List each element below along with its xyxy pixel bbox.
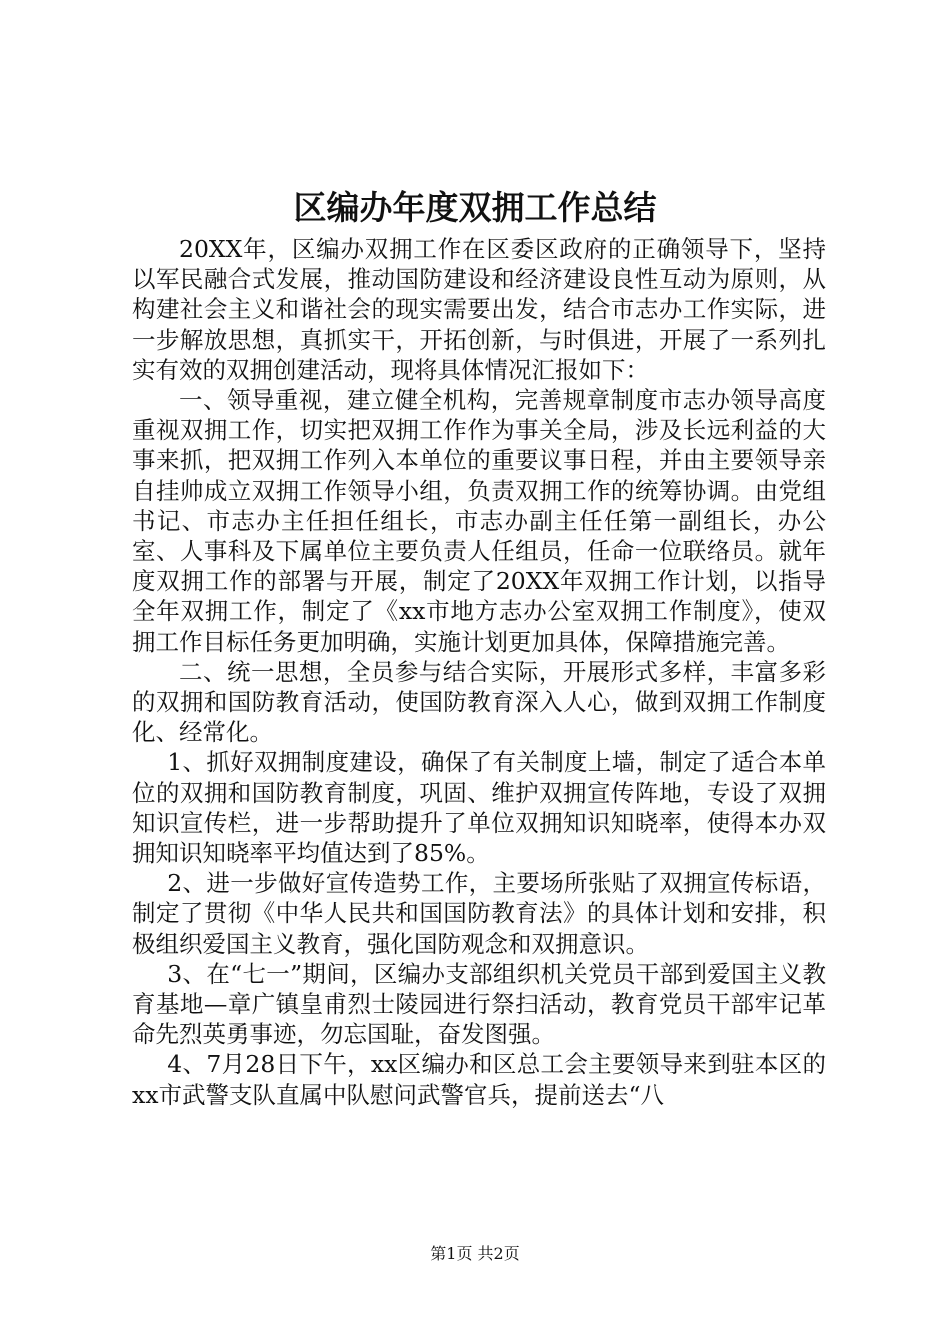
document-body [132, 234, 826, 1110]
item-four-paragraph: 4、7月28日下午，xx区编办和区总工会主要领导来到驻本区的xx市武警支队直属中队慰问武警官兵，提前送去“八 [132, 1050, 826, 1109]
item-two-paragraph: 2、进一步做好宣传造势工作，主要场所张贴了双拥宣传标语，制定了贯彻《中华人民共和国国防教育法》的具体计划和安排，积极组织爱国主义教育，强化国防观念和双拥意识。 [132, 869, 826, 958]
document-title: 区编办年度双拥工作总结 [293, 188, 657, 227]
section-one-paragraph: 一、领导重视，建立健全机构，完善规章制度市志办领导高度重视双拥工作，切实把双拥工作作为事关全局，涉及长远利益的大事来抓，把双拥工作列入本单位的重要议事日程，并由主要领导亲自挂帅成立双拥工作领导小组，负责双拥工作的统筹协调。由党组书记、市志办主任担任组长，市志办副主任任第一副组长，办公室、人事科及下属单位主要负责人任组员，任命一位联络员。就年度双拥工作的部署与开展，制定了20XX年双拥工作计划，以指导全年双拥工作，制定了《xx市地方志办公室双拥工作制度》，使双拥工作目标任务更加明确，实施计划更加具体，保障措施完善。 [132, 386, 826, 656]
item-one-paragraph: 1、抓好双拥制度建设，确保了有关制度上墙，制定了适合本单位的双拥和国防教育制度，巩固、维护双拥宣传阵地，专设了双拥知识宣传栏，进一步帮助提升了单位双拥知识知晓率，使得本办双拥知识知晓率平均值达到了85%。 [132, 748, 826, 868]
section-two-paragraph: 二、统一思想，全员参与结合实际，开展形式多样，丰富多彩的双拥和国防教育活动，使国防教育深入人心，做到双拥工作制度化、经常化。 [132, 657, 826, 747]
intro-paragraph: 20XX年，区编办双拥工作在区委区政府的正确领导下，坚持以军民融合式发展，推动国防建设和经济建设良性互动为原则，从构建社会主义和谐社会的现实需要出发，结合市志办工作实际，进一步解放思想，真抓实干，开拓创新，与时俱进，开展了一系列扎实有效的双拥创建活动，现将具体情况汇报如下： [132, 235, 826, 384]
page-footer: 第1页 共2页 [430, 1244, 520, 1263]
item-three-paragraph: 3、在“七一”期间，区编办支部组织机关党员干部到爱国主义教育基地—章广镇皇甫烈士陵园进行祭扫活动，教育党员干部牢记革命先烈英勇事迹，勿忘国耻，奋发图强。 [132, 959, 826, 1049]
